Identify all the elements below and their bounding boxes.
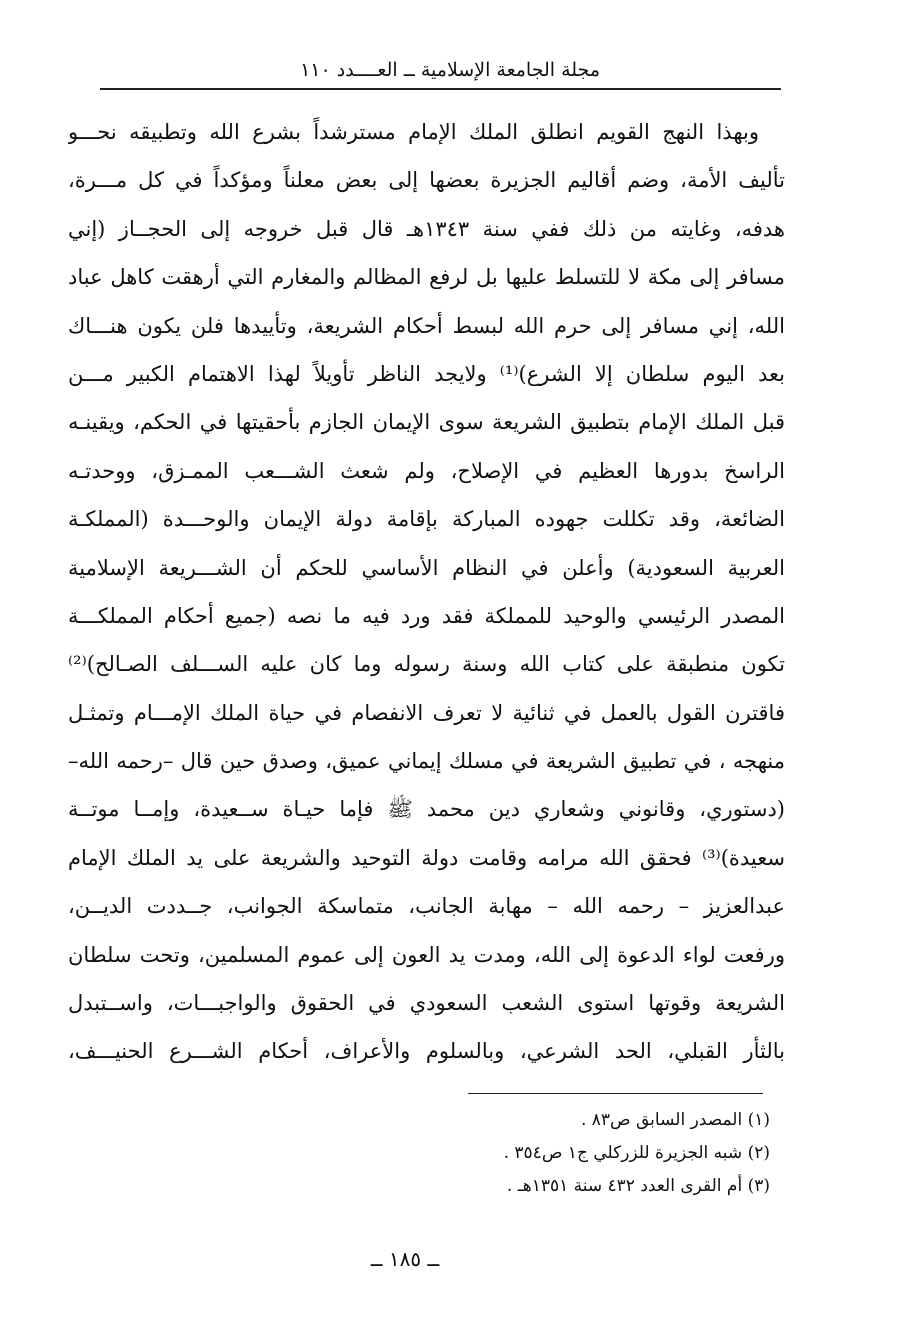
body-line: منهجه ، في تطبيق الشريعة في مسلك إيماني عميق، وصدق حين قال –رحمه الله– [68, 749, 785, 774]
body-line: مسافر إلى مكة لا للتسلط عليها بل لرفع المظالم والمغارم التي أرهقت كاهل عباد [68, 265, 785, 290]
page-number: ــ ١٨٥ ــ [370, 1247, 440, 1271]
body-line: المصدر الرئيسي والوحيد للمملكة فقد ورد فيه ما نصه (جميع أحكام المملكـــة [68, 603, 785, 628]
body-line: العربية السعودية) وأعلن في النظام الأساسي للحكم أن الشـــريعة الإسلامية [68, 555, 785, 580]
header-divider [100, 88, 781, 90]
body-line: سعيدة)⁽³⁾ فحقق الله مرامه وقامت دولة التوحيد والشريعة على يد الملك الإمام [68, 845, 785, 870]
body-line: الضائعة، وقد تكللت جهوده المباركة بإقامة دولة الإيمان والوحـــدة (المملكـة [68, 507, 785, 532]
running-header: مجلة الجامعة الإسلامية ــ العــــدد ١١٠ [300, 59, 600, 81]
body-line: فاقترن القول بالعمل في ثنائية لا تعرف الانفصام في حياة الملك الإمـــام وتمثـل [68, 700, 785, 725]
body-text [68, 108, 785, 1076]
body-line: تأليف الأمة، وضم أقاليم الجزيرة بعضها إلى بعض معلناً ومؤكداً في كل مـــرة، [68, 168, 785, 193]
body-line: ورفعت لواء الدعوة إلى الله، ومدت يد العون إلى عموم المسلمين، وتحت سلطان [68, 942, 785, 967]
body-line: تكون منطبقة على كتاب الله وسنة رسوله وما كان عليه الســـلف الصـالح)⁽²⁾ [68, 652, 785, 677]
body-line: الله، إني مسافر إلى حرم الله لبسط أحكام الشريعة، وتأييدها فلن يكون هنـــاك [68, 313, 785, 338]
body-line: قبل الملك الإمام بتطبيق الشريعة سوى الإيمان الجازم بأحقيتها في الحكم، ويقينـه [68, 410, 785, 435]
footnote-divider [468, 1093, 763, 1094]
body-line: (دستوري، وقانوني وشعاري دين محمد ﷺ فإما حيـاة ســعيدة، وإمــا موتــة [68, 797, 785, 822]
body-line: الشريعة وقوتها استوى الشعب السعودي في الحقوق والواجبـــات، واســتبدل [68, 991, 785, 1016]
body-line: عبدالعزيز – رحمه الله – مهابة الجانب، متماسكة الجوانب، جــددت الديــن، [68, 894, 785, 919]
body-line: بعد اليوم سلطان إلا الشرع)⁽¹⁾ ولايجد الناظر تأويلاً لهذا الاهتمام الكبير مـــن [68, 361, 785, 386]
body-line: وبهذا النهج القويم انطلق الملك الإمام مسترشداً بشرع الله وتطبيقه نحـــو [68, 120, 759, 144]
footnote-3: (٣) أم القرى العدد ٤٣٢ سنة ١٣٥١هـ . [506, 1176, 770, 1196]
body-line: هدفه، وغايته من ذلك ففي سنة ١٣٤٣هـ قال قبل خروجه إلى الحجــاز (إني [68, 216, 785, 241]
footnote-2: (٢) شبه الجزيرة للزركلي ج١ ص٣٥٤ . [503, 1143, 770, 1163]
footnotes [300, 1104, 770, 1203]
body-line: بالثأر القبلي، الحد الشرعي، وبالسلوم والأعراف، أحكام الشـــرع الحنيـــف، [68, 1039, 785, 1064]
footnote-1: (١) المصدر السابق ص٨٣ . [580, 1110, 770, 1130]
body-line: الراسخ بدورها العظيم في الإصلاح، ولم شعث الشـــعب الممـزق، ووحدتـه [68, 458, 785, 483]
